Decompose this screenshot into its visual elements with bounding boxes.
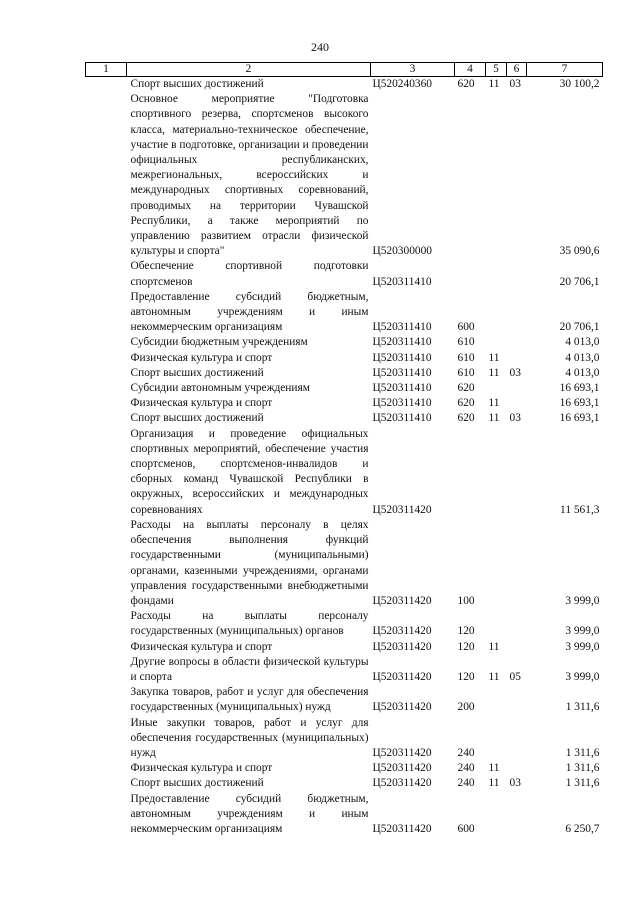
blank-cell xyxy=(86,259,127,289)
row-amount: 4 013,0 xyxy=(565,336,600,349)
row-name: Расходы на выплаты персоналу государственных (муниципальных) органов xyxy=(130,610,369,638)
row-subsection xyxy=(507,335,527,350)
row-name: Спорт высших достижений xyxy=(130,412,264,425)
row-section: 11 xyxy=(488,366,500,379)
row-name: Другие вопросы в области физической культуры и спорта xyxy=(130,655,369,683)
row-amount: 3 999,0 xyxy=(565,625,600,638)
row-amount: 11 561,3 xyxy=(560,503,600,516)
row-code: Ц520311420 xyxy=(372,670,432,683)
table-row xyxy=(86,259,603,289)
row-expense-type: 600 xyxy=(457,822,475,835)
row-amount: 6 250,7 xyxy=(565,822,600,835)
table-row xyxy=(86,381,603,396)
row-expense-type: 600 xyxy=(457,321,475,334)
blank-cell xyxy=(86,411,127,426)
row-name: Физическая культура и спорт xyxy=(130,762,273,775)
row-amount: 20 706,1 xyxy=(559,321,600,334)
row-section: 11 xyxy=(488,78,500,90)
table-row xyxy=(86,609,603,639)
table-row xyxy=(86,335,603,350)
row-subsection: 03 xyxy=(509,366,521,379)
table-row xyxy=(86,366,603,381)
blank-cell xyxy=(86,776,127,791)
table-row xyxy=(86,640,603,655)
row-name: Предоставление субсидий бюджетным, автономным учреждениям и иным некоммерческим организациям xyxy=(130,290,369,334)
row-expense-type: 120 xyxy=(457,625,475,638)
table-header xyxy=(86,63,603,77)
row-subsection xyxy=(507,92,527,259)
table-row xyxy=(86,685,603,715)
row-section xyxy=(486,290,507,336)
row-amount: 20 706,1 xyxy=(559,275,600,288)
row-name: Организация и проведение официальных спортивных мероприятий, обеспечение участия спортсменов, спортсменов-инвалидов и сборных команд Чувашской Республики в окружных, всероссийских и международных соревнованиях xyxy=(130,427,369,516)
row-name: Спорт высших достижений xyxy=(130,777,264,790)
table-row xyxy=(86,396,603,411)
table-row xyxy=(86,77,603,93)
row-name: Физическая культура и спорт xyxy=(130,351,273,364)
header-col-3: 3 xyxy=(371,63,455,77)
table-row xyxy=(86,290,603,336)
row-section xyxy=(486,259,507,289)
row-expense-type: 610 xyxy=(457,336,475,349)
blank-cell xyxy=(86,792,127,838)
row-amount: 1 311,6 xyxy=(565,746,600,759)
row-name: Физическая культура и спорт xyxy=(130,397,273,410)
row-name: Физическая культура и спорт xyxy=(130,640,273,653)
blank-cell xyxy=(86,761,127,776)
blank-cell xyxy=(86,77,127,93)
row-code: Ц520311410 xyxy=(372,382,432,395)
row-subsection: 05 xyxy=(509,670,521,683)
row-expense-type xyxy=(455,427,486,518)
row-amount: 3 999,0 xyxy=(565,640,600,653)
row-name: Иные закупки товаров, работ и услуг для обеспечения государственных (муниципальных) нужд xyxy=(130,716,369,759)
row-expense-type: 240 xyxy=(457,762,475,775)
blank-cell xyxy=(86,427,127,518)
row-name: Расходы на выплаты персоналу в целях обеспечения выполнения функций государственными (муниципальными) органами, казенными учреждениями, органами управления государственными внебюджетными фондами xyxy=(130,518,369,607)
blank-cell xyxy=(86,685,127,715)
table-row xyxy=(86,716,603,762)
row-code: Ц520300000 xyxy=(372,245,432,258)
table-row xyxy=(86,792,603,838)
row-code: Ц520311420 xyxy=(372,640,432,653)
table-row xyxy=(86,351,603,366)
row-subsection xyxy=(507,792,527,838)
row-amount: 35 090,6 xyxy=(559,245,600,258)
row-code: Ц520311410 xyxy=(372,366,432,379)
row-code: Ц520311420 xyxy=(372,822,432,835)
row-section: 11 xyxy=(488,351,500,364)
table-body xyxy=(86,77,603,838)
blank-cell xyxy=(86,655,127,685)
table-row xyxy=(86,92,603,259)
row-section: 11 xyxy=(488,412,500,425)
row-expense-type: 610 xyxy=(457,366,475,379)
row-code: Ц520311420 xyxy=(372,746,432,759)
row-code: Ц520311420 xyxy=(372,762,432,775)
row-subsection xyxy=(507,351,527,366)
table-row xyxy=(86,411,603,426)
row-amount: 16 693,1 xyxy=(559,382,600,395)
row-section: 11 xyxy=(488,397,500,410)
row-code: Ц520311410 xyxy=(372,321,432,334)
row-code: Ц520311420 xyxy=(372,701,432,714)
row-subsection xyxy=(507,640,527,655)
row-subsection xyxy=(507,609,527,639)
row-section xyxy=(486,427,507,518)
row-expense-type: 240 xyxy=(457,777,475,790)
row-amount: 1 311,6 xyxy=(565,762,600,775)
row-amount: 1 311,6 xyxy=(565,701,600,714)
row-subsection xyxy=(507,259,527,289)
row-code: Ц520311410 xyxy=(372,397,432,410)
row-section xyxy=(486,381,507,396)
blank-cell xyxy=(86,92,127,259)
row-expense-type: 620 xyxy=(457,397,475,410)
row-subsection: 03 xyxy=(509,412,521,425)
blank-cell xyxy=(86,366,127,381)
row-name: Основное мероприятие "Подготовка спортивного резерва, спортсменов высокого класса, материально-техническое обеспечение, участие в подготовке, организации и проведении официальных республиканских, межрегиональных, всероссийских и международных спортивных соревнований, проводимых на территории Чувашской Республики, а также мероприятий по управлению развитием отрасли физической культуры и спорта" xyxy=(130,93,369,258)
row-expense-type: 620 xyxy=(457,382,475,395)
row-section xyxy=(486,92,507,259)
budget-table xyxy=(85,62,603,837)
row-code: Ц520311420 xyxy=(372,777,432,790)
blank-cell xyxy=(86,396,127,411)
row-expense-type: 620 xyxy=(457,412,475,425)
row-expense-type: 200 xyxy=(457,701,475,714)
row-expense-type xyxy=(455,92,486,259)
row-expense-type: 120 xyxy=(457,670,475,683)
row-amount: 3 999,0 xyxy=(565,594,600,607)
header-col-4: 4 xyxy=(455,63,486,77)
row-subsection xyxy=(507,381,527,396)
header-col-1: 1 xyxy=(86,63,127,77)
row-expense-type: 240 xyxy=(457,746,475,759)
row-section xyxy=(486,716,507,762)
row-name: Спорт высших достижений xyxy=(130,78,264,90)
blank-cell xyxy=(86,290,127,336)
row-name: Субсидии бюджетным учреждениям xyxy=(130,336,308,349)
table-row xyxy=(86,776,603,791)
blank-cell xyxy=(86,381,127,396)
row-section: 11 xyxy=(488,670,500,683)
row-subsection xyxy=(507,518,527,609)
row-section: 11 xyxy=(488,777,500,790)
row-amount: 4 013,0 xyxy=(565,351,600,364)
blank-cell xyxy=(86,351,127,366)
row-name: Субсидии автономным учреждениям xyxy=(130,382,310,395)
row-subsection xyxy=(507,685,527,715)
row-name: Закупка товаров, работ и услуг для обеспечения государственных (муниципальных) нужд xyxy=(130,686,369,714)
header-col-5: 5 xyxy=(486,63,507,77)
row-section xyxy=(486,792,507,838)
row-section: 11 xyxy=(488,640,500,653)
row-section xyxy=(486,518,507,609)
blank-cell xyxy=(86,609,127,639)
page-number: 240 xyxy=(311,40,329,54)
row-amount: 16 693,1 xyxy=(559,397,600,410)
blank-cell xyxy=(86,335,127,350)
row-expense-type: 620 xyxy=(457,78,475,90)
row-code: Ц520240360 xyxy=(372,78,432,90)
blank-cell xyxy=(86,716,127,762)
row-amount: 16 693,1 xyxy=(559,412,600,425)
row-code: Ц520311420 xyxy=(372,625,432,638)
table-row xyxy=(86,761,603,776)
table-row xyxy=(86,427,603,518)
table-row xyxy=(86,655,603,685)
row-subsection: 03 xyxy=(509,777,521,790)
row-amount: 3 999,0 xyxy=(565,670,600,683)
row-code: Ц520311420 xyxy=(372,503,432,516)
row-subsection xyxy=(507,396,527,411)
blank-cell xyxy=(86,518,127,609)
row-amount: 1 311,6 xyxy=(565,777,600,790)
header-col-7: 7 xyxy=(527,63,603,77)
row-subsection xyxy=(507,290,527,336)
row-section xyxy=(486,609,507,639)
row-subsection xyxy=(507,761,527,776)
row-code: Ц520311410 xyxy=(372,275,432,288)
row-subsection xyxy=(507,716,527,762)
row-code: Ц520311410 xyxy=(372,336,432,349)
row-code: Ц520311410 xyxy=(372,351,432,364)
row-expense-type: 610 xyxy=(457,351,475,364)
row-section xyxy=(486,335,507,350)
row-name: Спорт высших достижений xyxy=(130,366,264,379)
row-expense-type xyxy=(455,259,486,289)
header-row xyxy=(86,63,603,77)
row-code: Ц520311410 xyxy=(372,412,432,425)
row-amount: 30 100,2 xyxy=(559,78,600,90)
row-section: 11 xyxy=(488,762,500,775)
row-subsection: 03 xyxy=(509,78,521,90)
header-col-2: 2 xyxy=(127,63,371,77)
header-col-6: 6 xyxy=(507,63,527,77)
row-name: Предоставление субсидий бюджетным, автономным учреждениям и иным некоммерческим организациям xyxy=(130,792,369,835)
blank-cell xyxy=(86,640,127,655)
row-name: Обеспечение спортивной подготовки спортсменов xyxy=(130,260,369,288)
row-subsection xyxy=(507,427,527,518)
row-expense-type: 120 xyxy=(457,640,475,653)
row-section xyxy=(486,685,507,715)
row-code: Ц520311420 xyxy=(372,594,432,607)
row-expense-type: 100 xyxy=(457,594,475,607)
table-row xyxy=(86,518,603,609)
row-amount: 4 013,0 xyxy=(565,366,600,379)
